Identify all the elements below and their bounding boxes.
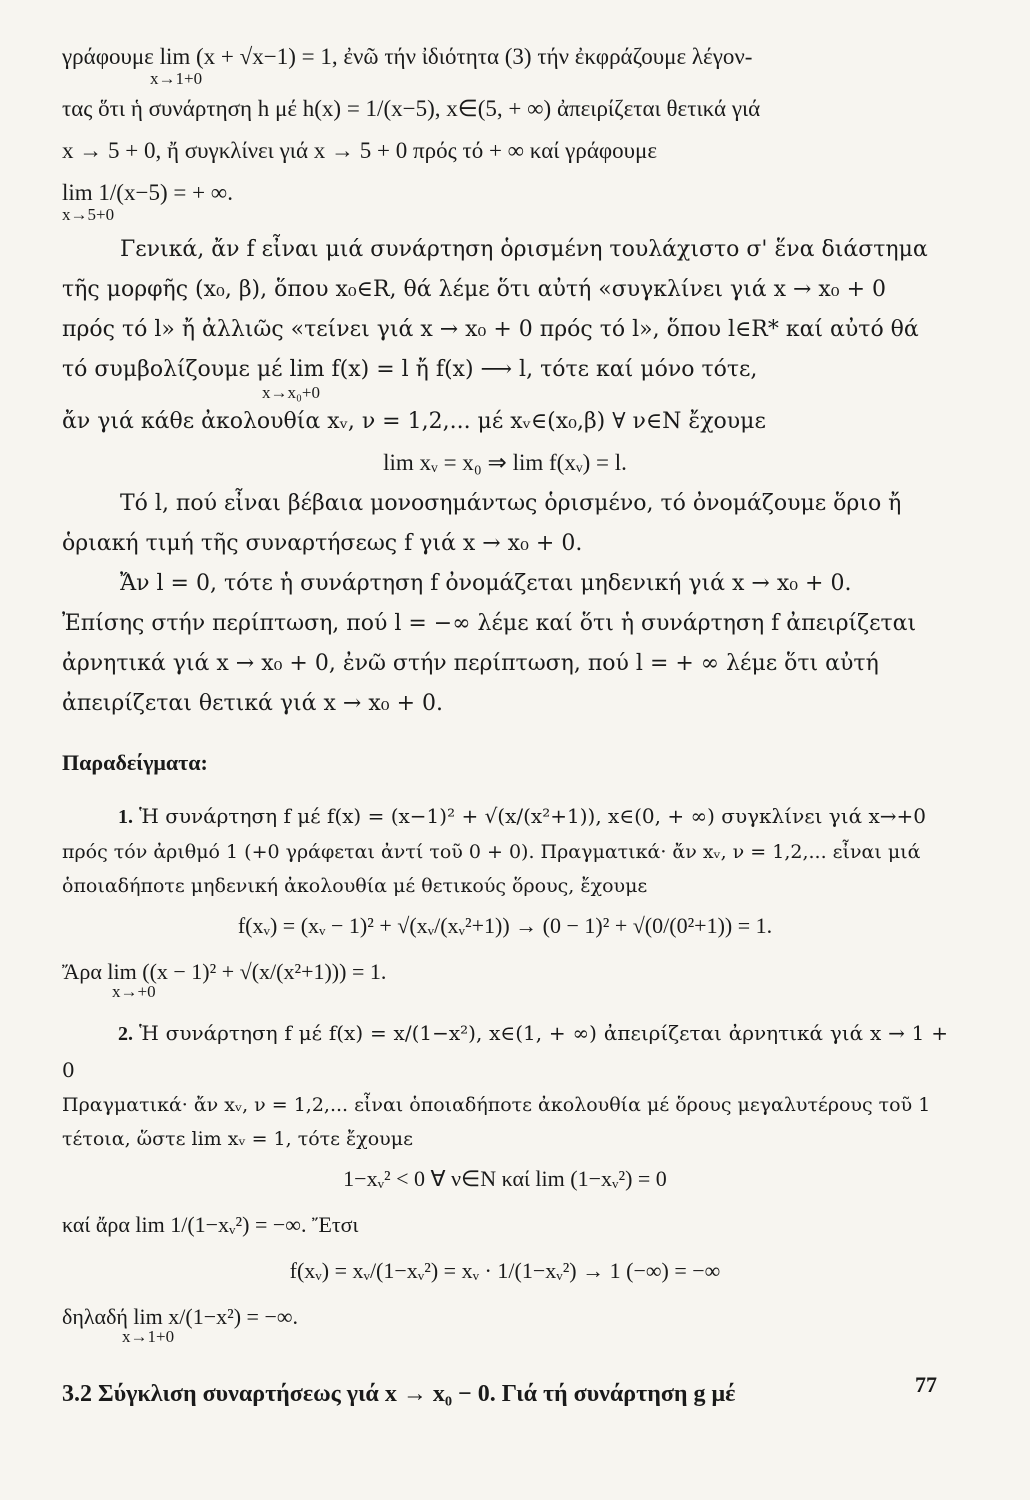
formula-line: 1−xᵥ² < 0 ∀ ν∈N καί lim (1−xᵥ²) = 0 <box>343 1166 667 1191</box>
example-body-line: πρός τόν ἀριθμό 1 (+0 γράφεται ἀντί τοῦ 0 + 0). Πραγματικά· ἄν xᵥ, ν = 1,2,... εἶναι μιά <box>62 841 921 863</box>
paragraph-line: Τό l, πού εἶναι βέβαια μονοσημάντως ὁρισμένο, τό ὀνομάζουμε ὅριο ἤ <box>120 491 902 516</box>
example-statement <box>62 1015 948 1088</box>
page-number: 77 <box>915 1372 937 1397</box>
formula-line: f(xᵥ) = (xᵥ − 1)² + √(xᵥ/(xᵥ²+1)) → (0 − 1)² + √(0/(0²+1)) = 1. <box>237 913 773 938</box>
paragraph-line: Ἄν l = 0, τότε ἡ συνάρτηση f ὀνομάζεται μηδενική γιά x → x₀ + 0. <box>120 571 852 596</box>
paragraph-line: ἀρνητικά γιά x → x₀ + 0, ἐνῶ στήν περίπτωση, πού l = + ∞ λέμε ὅτι αὐτή <box>62 651 879 676</box>
paragraph-line: Γενικά, ἄν f εἶναι μιά συνάρτηση ὁρισμένη τουλάχιστο σ' ἕνα διάστημα <box>120 237 928 262</box>
paragraph-line: ἀπειρίζεται θετικά γιά x → x₀ + 0. <box>62 691 443 716</box>
example-body-line: Πραγματικά· ἄν xᵥ, ν = 1,2,... εἶναι ὁποιαδήποτε ἀκολουθία μέ ὅρους μεγαλυτέρους τοῦ 1 <box>62 1094 931 1116</box>
example-text: Ἡ συνάρτηση f μέ f(x) = (x−1)² + √(x/(x²+1)), x∈(0, + ∞) συγκλίνει γιά x→+0 <box>139 804 926 828</box>
example-text: Ἡ συνάρτηση f μέ f(x) = x/(1−x²), x∈(1, + ∞) ἀπειρίζεται ἀρνητικά γιά x → 1 + 0 <box>62 1021 948 1082</box>
text-line: τας ὅτι ἡ συνάρτηση h μέ h(x) = 1/(x−5), x∈(5, + ∞) ἀπειρίζεται θετικά γιά <box>62 96 761 121</box>
limit-subscript: x→x₀+0 <box>262 383 321 402</box>
formula-line: f(xᵥ) = xᵥ/(1−xᵥ²) = xᵥ · 1/(1−xᵥ²) → 1 (−∞) = −∞ <box>289 1258 721 1283</box>
limit-subscript: x→1+0 <box>150 69 203 88</box>
paragraph-line: πρός τό l» ἤ ἀλλιῶς «τείνει γιά x → x₀ + 0 πρός τό l», ὅπου l∈R* καί αὐτό θά <box>62 317 919 342</box>
limit-subscript: x→1+0 <box>122 1327 175 1346</box>
section-heading: 3.2 Σύγκλιση συναρτήσεως γιά x → x₀ − 0. Γιά τή συνάρτηση g μέ <box>62 1381 736 1407</box>
formula-line: lim xᵥ = x₀ ⇒ lim f(xᵥ) = l. <box>383 450 627 475</box>
paragraph-line: ἄν γιά κάθε ἀκολουθία xᵥ, ν = 1,2,... μέ xᵥ∈(x₀,β) ∀ ν∈N ἔχουμε <box>62 409 766 434</box>
formula-line: καί ἄρα lim 1/(1−xᵥ²) = −∞. Ἔτσι <box>62 1212 359 1237</box>
example-body-line: ὁποιαδήποτε μηδενική ἀκολουθία μέ θετικούς ὅρους, ἔχουμε <box>62 875 648 897</box>
formula-line: δηλαδή lim x/(1−x²) = −∞. <box>62 1304 299 1329</box>
limit-subscript: x→+0 <box>112 982 156 1001</box>
text-line: γράφουμε lim (x + √x−1) = 1, ἐνῶ τήν ἰδιότητα (3) τήν ἐκφράζουμε λέγον- <box>62 44 753 69</box>
example-number: 2. <box>118 1023 133 1045</box>
paragraph-line: τῆς μορφῆς (x₀, β), ὅπου x₀∈R, θά λέμε ὅτι αὐτή «συγκλίνει γιά x → x₀ + 0 <box>62 277 887 302</box>
examples-heading: Παραδείγματα: <box>62 750 208 775</box>
example-2 <box>62 1015 948 1346</box>
page-content <box>62 36 948 1414</box>
example-number: 1. <box>118 806 133 828</box>
text-line: x → 5 + 0, ἤ συγκλίνει γιά x → 5 + 0 πρός τό + ∞ καί γράφουμε <box>62 138 658 163</box>
limit-subscript: x→5+0 <box>62 205 115 224</box>
example-1 <box>62 798 948 1001</box>
example-statement <box>62 798 948 835</box>
paragraph-line: τό συμβολίζουμε μέ lim f(x) = l ἤ f(x) ⟶ l, τότε καί μόνο τότε, <box>62 357 758 382</box>
formula-line: Ἄρα lim ((x − 1)² + √(x/(x²+1))) = 1. <box>62 959 387 984</box>
formula-line: lim 1/(x−5) = + ∞. <box>62 180 233 205</box>
example-body-line: τέτοια, ὥστε lim xᵥ = 1, τότε ἔχουμε <box>62 1128 413 1150</box>
paragraph-line: ὁριακή τιμή τῆς συναρτήσεως f γιά x → x₀ + 0. <box>62 531 583 556</box>
paragraph-line: Ἐπίσης στήν περίπτωση, πού l = −∞ λέμε καί ὅτι ἡ συνάρτηση f ἀπειρίζεται <box>62 611 917 636</box>
